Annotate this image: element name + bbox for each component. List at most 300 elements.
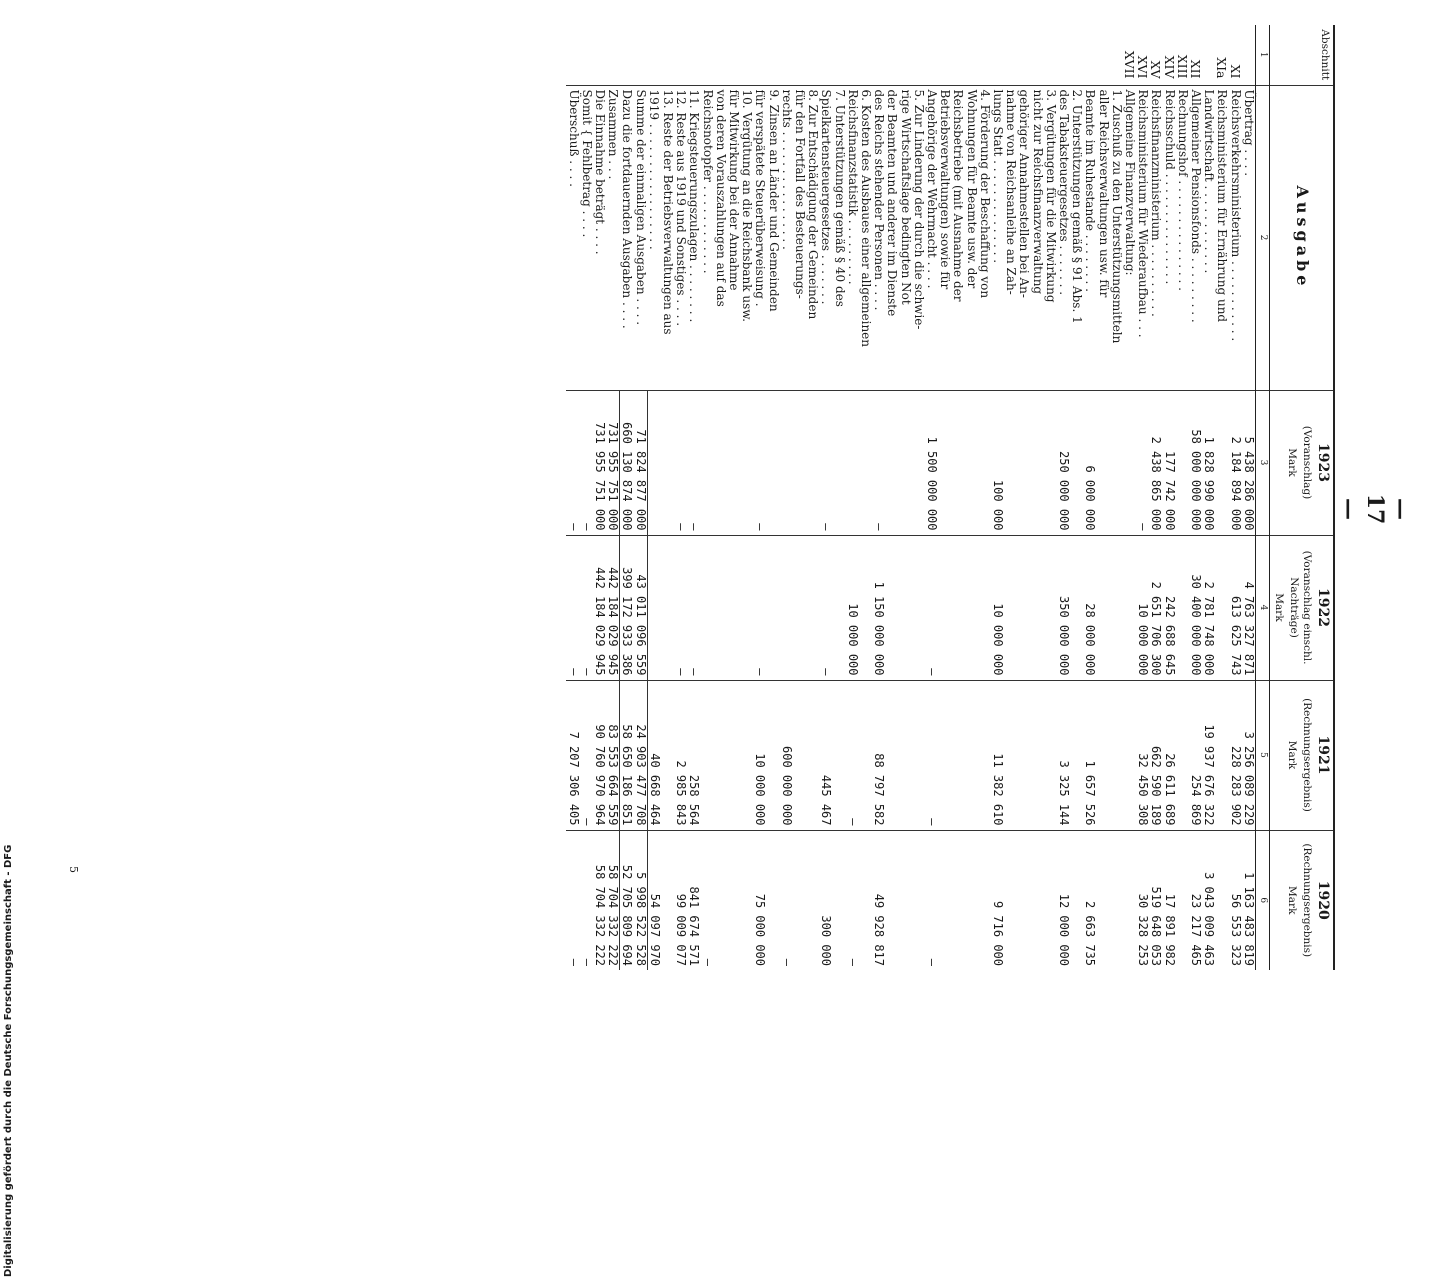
value-1922-cell	[647, 535, 661, 680]
value-1923-cell: —	[1136, 390, 1149, 535]
abschnitt-cell	[766, 25, 779, 85]
ausgabe-text-cell: Somit { Fehlbetrag . . . .	[580, 85, 593, 390]
value-1923-cell: 5 438 286 000	[1242, 390, 1256, 535]
value-1923-cell	[806, 390, 819, 535]
ausgabe-text-cell: Beamte im Ruhestande . . . . . . . .	[1083, 85, 1096, 390]
budget-table	[566, 25, 1335, 970]
ausgabe-text-cell: Reichsnotopfer . . . . . . . . . . . .	[700, 85, 713, 390]
value-1923-cell	[938, 390, 951, 535]
value-1921-cell: 10 000 000	[753, 680, 766, 830]
table-row	[674, 25, 687, 970]
header-1922: 1922 (Voranschlag einschl. Nachträge) Mark	[1270, 535, 1334, 680]
value-1923-cell	[885, 390, 898, 535]
ausgabe-text-cell: für verspätete Steuerüberweisung .	[753, 85, 766, 390]
value-1923-cell: 1 828 990 000	[1202, 390, 1215, 535]
table-row	[832, 25, 845, 970]
value-1922-cell: —	[674, 535, 687, 680]
value-1922-cell: 10 000 000	[1136, 535, 1149, 680]
ausgabe-text-cell: rige Wirtschaftslage bedingten Not	[898, 85, 911, 390]
value-1922-cell: —	[687, 535, 700, 680]
ausgabe-text-cell: Zusammen . . .	[606, 85, 620, 390]
value-1920-cell: —	[846, 830, 859, 970]
value-1920-cell: 3 043 009 463	[1202, 830, 1215, 970]
value-1923-cell	[766, 390, 779, 535]
abschnitt-cell	[793, 25, 806, 85]
table-row	[714, 25, 727, 970]
abschnitt-cell: XVI	[1135, 55, 1151, 79]
ausgabe-text-cell: Reichsbetriebe (mit Ausnahme der	[951, 85, 964, 390]
value-1922-cell: 2 651 706 300	[1149, 535, 1162, 680]
table-row	[1202, 25, 1215, 970]
value-1922-cell	[661, 535, 674, 680]
table-row	[580, 25, 593, 970]
value-1921-cell: —	[580, 680, 593, 830]
value-1921-cell	[912, 680, 925, 830]
value-1923-cell: —	[819, 390, 832, 535]
value-1920-cell: —	[580, 830, 593, 970]
ausgabe-text-cell: von deren Vorauszahlungen auf das	[714, 85, 727, 390]
abschnitt-cell	[925, 25, 938, 85]
value-1922-cell	[832, 535, 845, 680]
value-1920-cell: —	[700, 830, 713, 970]
value-1923-cell	[1110, 390, 1123, 535]
value-1923-cell	[912, 390, 925, 535]
value-1923-cell: 100 000	[991, 390, 1004, 535]
value-1921-cell	[859, 680, 872, 830]
abschnitt-cell	[661, 25, 674, 85]
value-1923-cell: 731 955 751 000	[593, 390, 606, 535]
value-1921-cell: 2 985 843	[674, 680, 687, 830]
col-index: 3	[1255, 390, 1269, 535]
value-1922-cell	[978, 535, 991, 680]
value-1922-cell: 242 688 645	[1162, 535, 1175, 680]
value-1921-cell	[1110, 680, 1123, 830]
value-1922-cell	[1110, 535, 1123, 680]
value-1920-cell: 12 000 000	[1057, 830, 1070, 970]
value-1922-cell	[1123, 535, 1136, 680]
value-1921-cell: 32 450 308	[1136, 680, 1149, 830]
value-1921-cell	[1044, 680, 1057, 830]
value-1920-cell: 52 705 809 694	[620, 830, 634, 970]
value-1922-cell: 10 000 000	[846, 535, 859, 680]
value-1922-cell: 1 150 000 000	[872, 535, 885, 680]
abschnitt-cell	[964, 25, 977, 85]
value-1920-cell: 23 217 465	[1189, 830, 1202, 970]
value-1923-cell	[740, 390, 753, 535]
stray-mark: 5	[67, 866, 80, 873]
value-1922-cell: 350 000 000	[1057, 535, 1070, 680]
value-1922-cell	[1044, 535, 1057, 680]
value-1923-cell	[1215, 390, 1228, 535]
table-row	[566, 25, 579, 970]
value-1923-cell: 250 000 000	[1057, 390, 1070, 535]
abschnitt-cell	[740, 25, 753, 85]
table-row	[806, 25, 819, 970]
value-1920-cell	[859, 830, 872, 970]
col-index: 4	[1255, 535, 1269, 680]
value-1921-cell	[1215, 680, 1228, 830]
abschnitt-cell: XIa	[1214, 57, 1230, 79]
abschnitt-cell	[780, 25, 793, 85]
value-1921-cell	[700, 680, 713, 830]
table-row	[951, 25, 964, 970]
value-1922-cell	[938, 535, 951, 680]
rotated-budget-page	[95, 25, 1335, 970]
table-row	[1070, 25, 1083, 970]
value-1922-cell: 4 763 327 871	[1242, 535, 1256, 680]
value-1920-cell	[832, 830, 845, 970]
col-index: 2	[1255, 85, 1269, 390]
value-1921-cell: 7 207 306 405	[566, 680, 579, 830]
abschnitt-cell	[1070, 25, 1083, 85]
table-row	[1057, 25, 1070, 970]
table-row	[1110, 25, 1123, 970]
value-1922-cell	[1070, 535, 1083, 680]
value-1921-cell	[1070, 680, 1083, 830]
table-row	[661, 25, 674, 970]
value-1923-cell	[1030, 390, 1043, 535]
table-row	[793, 25, 806, 970]
value-1920-cell	[793, 830, 806, 970]
value-1920-cell	[714, 830, 727, 970]
table-row	[1176, 25, 1189, 970]
ausgabe-text-cell: für den Fortfall des Besteuerungs-	[793, 85, 806, 390]
value-1922-cell: 399 172 933 386	[620, 535, 634, 680]
value-1920-cell	[1017, 830, 1030, 970]
value-1920-cell	[1004, 830, 1017, 970]
abschnitt-cell	[885, 25, 898, 85]
table-row	[912, 25, 925, 970]
value-1920-cell	[978, 830, 991, 970]
value-1921-cell: 83 553 664 559	[606, 680, 620, 830]
table-row	[593, 25, 606, 970]
abschnitt-cell	[727, 25, 740, 85]
abschnitt-cell	[978, 25, 991, 85]
value-1922-cell: 442 184 029 945	[593, 535, 606, 680]
ausgabe-text-cell: nahme von Reichsanleihe an Zah-	[1004, 85, 1017, 390]
value-1920-cell	[1030, 830, 1043, 970]
header-1921: 1921 (Rechnungsergebnis) Mark	[1270, 680, 1334, 830]
value-1923-cell: —	[872, 390, 885, 535]
value-1920-cell: 5 998 522 528	[633, 830, 647, 970]
value-1923-cell: —	[674, 390, 687, 535]
abschnitt-cell	[1083, 25, 1096, 85]
table-row	[1083, 25, 1096, 970]
table-row	[1162, 25, 1175, 970]
value-1923-cell	[832, 390, 845, 535]
table-row	[1030, 25, 1043, 970]
value-1921-cell: 662 590 189	[1149, 680, 1162, 830]
value-1923-cell	[1044, 390, 1057, 535]
ausgabe-text-cell: Reichsministerium für Ernährung und	[1215, 85, 1228, 390]
value-1923-cell: 58 000 000 000	[1189, 390, 1202, 535]
value-1921-cell	[714, 680, 727, 830]
ausgabe-text-cell: Reichsschuld . . . . . . . . . . . . . . .	[1162, 85, 1175, 390]
table-row	[1123, 25, 1136, 970]
value-1923-cell	[1070, 390, 1083, 535]
abschnitt-cell	[1242, 25, 1256, 85]
value-1921-cell	[1017, 680, 1030, 830]
value-1921-cell: 228 283 902	[1228, 680, 1241, 830]
abschnitt-cell	[700, 25, 713, 85]
ausgabe-text-cell: 7. Unterstützungen gemäß § 40 des	[832, 85, 845, 390]
value-1923-cell: 177 742 000	[1162, 390, 1175, 535]
table-row	[1149, 25, 1162, 970]
value-1923-cell: 6 000 000	[1083, 390, 1096, 535]
table-row	[700, 25, 713, 970]
value-1920-cell	[766, 830, 779, 970]
value-1920-cell: 54 097 970	[647, 830, 661, 970]
ausgabe-text-cell: aller Reichsverwaltungen usw. für	[1096, 85, 1109, 390]
value-1921-cell: 3 256 089 229	[1242, 680, 1256, 830]
value-1923-cell	[714, 390, 727, 535]
value-1923-cell	[846, 390, 859, 535]
value-1921-cell	[806, 680, 819, 830]
value-1922-cell	[1215, 535, 1228, 680]
value-1920-cell	[885, 830, 898, 970]
table-body	[566, 25, 1255, 970]
table-row	[1228, 25, 1241, 970]
header-1920: 1920 (Rechnungsergebnis) Mark	[1270, 830, 1334, 970]
abschnitt-cell: XII	[1188, 59, 1204, 79]
value-1920-cell: 9 716 000	[991, 830, 1004, 970]
value-1920-cell: 58 704 332 222	[606, 830, 620, 970]
value-1921-cell	[964, 680, 977, 830]
abschnitt-cell	[620, 25, 634, 85]
ausgabe-text-cell: 4. Förderung der Beschaffung von	[978, 85, 991, 390]
abschnitt-cell	[1017, 25, 1030, 85]
value-1923-cell	[793, 390, 806, 535]
value-1921-cell	[1004, 680, 1017, 830]
table-row	[620, 25, 634, 970]
abschnitt-cell	[1096, 25, 1109, 85]
value-1923-cell: 2 184 894 000	[1228, 390, 1241, 535]
value-1920-cell: 300 000	[819, 830, 832, 970]
ausgabe-text-cell: 1919 . . . . . . . . . . . . . . . . .	[647, 85, 661, 390]
table-row	[1044, 25, 1057, 970]
value-1921-cell: 88 797 582	[872, 680, 885, 830]
value-1923-cell	[964, 390, 977, 535]
abschnitt-cell	[1202, 25, 1215, 85]
ausgabe-text-cell: 11. Kriegsteuerungszulagen . . . . . . . .	[687, 85, 700, 390]
value-1922-cell	[793, 535, 806, 680]
value-1923-cell	[1096, 390, 1109, 535]
value-1921-cell: —	[925, 680, 938, 830]
table-row	[964, 25, 977, 970]
ausgabe-text-cell: Wohnungen für Beamte usw. der	[964, 85, 977, 390]
ausgabe-text-cell: der Beamten und anderer im Dienste	[885, 85, 898, 390]
value-1923-cell: 71 824 877 000	[633, 390, 647, 535]
value-1922-cell: 613 625 743	[1228, 535, 1241, 680]
value-1921-cell: 1 657 526	[1083, 680, 1096, 830]
value-1921-cell: —	[846, 680, 859, 830]
ausgabe-text-cell: Übertrag . . . .	[1242, 85, 1256, 390]
ausgabe-text-cell: rechts . . . . . . . . . . . . . . . .	[780, 85, 793, 390]
value-1920-cell: 17 891 982	[1162, 830, 1175, 970]
value-1921-cell	[727, 680, 740, 830]
value-1921-cell	[898, 680, 911, 830]
ausgabe-text-cell: Reichsverkehrsministerium . . . . . . . . . . .	[1228, 85, 1241, 390]
value-1922-cell	[898, 535, 911, 680]
value-1923-cell: 2 438 865 000	[1149, 390, 1162, 535]
abschnitt-cell	[938, 25, 951, 85]
value-1922-cell	[700, 535, 713, 680]
value-1923-cell	[727, 390, 740, 535]
table-row	[766, 25, 779, 970]
value-1922-cell	[740, 535, 753, 680]
value-1920-cell: 56 553 323	[1228, 830, 1241, 970]
value-1920-cell: —	[780, 830, 793, 970]
table-header-row	[1270, 25, 1334, 970]
abschnitt-cell	[593, 25, 606, 85]
table-row	[633, 25, 647, 970]
value-1923-cell	[898, 390, 911, 535]
value-1920-cell	[1044, 830, 1057, 970]
abschnitt-cell: XIV	[1161, 55, 1177, 79]
table-row	[819, 25, 832, 970]
value-1922-cell: —	[753, 535, 766, 680]
value-1921-cell	[793, 680, 806, 830]
value-1921-cell	[1096, 680, 1109, 830]
value-1922-cell	[1017, 535, 1030, 680]
table-row	[727, 25, 740, 970]
ausgabe-text-cell: Reichsfinanzstatistik . . . . . . . . .	[846, 85, 859, 390]
value-1922-cell	[912, 535, 925, 680]
value-1921-cell	[885, 680, 898, 830]
ausgabe-text-cell: 13. Reste der Betriebsverwaltungen aus	[661, 85, 674, 390]
ausgabe-text-cell: 12. Reste aus 1919 und Sonstiges . . . .	[674, 85, 687, 390]
value-1921-cell: 600 000 000	[780, 680, 793, 830]
value-1920-cell: 75 000 000	[753, 830, 766, 970]
value-1923-cell: —	[753, 390, 766, 535]
ausgabe-text-cell: Überschuß . . . .	[566, 85, 579, 390]
abschnitt-cell	[846, 25, 859, 85]
abschnitt-cell	[1044, 25, 1057, 85]
ausgabe-text-cell: 6. Kosten des Ausbaues einer allgemeinen	[859, 85, 872, 390]
table-row	[991, 25, 1004, 970]
table-row	[978, 25, 991, 970]
value-1921-cell	[766, 680, 779, 830]
value-1922-cell	[714, 535, 727, 680]
table-row	[885, 25, 898, 970]
table-row	[740, 25, 753, 970]
ausgabe-text-cell: Dazu die fortdauernden Ausgaben . . . .	[620, 85, 634, 390]
abschnitt-cell	[580, 25, 593, 85]
value-1923-cell: —	[566, 390, 579, 535]
page-number: — 17 —	[1336, 493, 1414, 525]
ausgabe-text-cell: Landwirtschaft . . . . . . . . . . . .	[1202, 85, 1215, 390]
abschnitt-cell	[1057, 25, 1070, 85]
abschnitt-cell	[633, 25, 647, 85]
value-1920-cell: 519 648 053	[1149, 830, 1162, 970]
ausgabe-text-cell: Betriebsverwaltungen) sowie für	[938, 85, 951, 390]
table-row	[1242, 25, 1256, 970]
value-1923-cell: 731 955 751 000	[606, 390, 620, 535]
header-abschnitt: Abschnitt	[1270, 25, 1334, 85]
abschnitt-cell	[951, 25, 964, 85]
value-1921-cell: 24 903 477 708	[633, 680, 647, 830]
ausgabe-text-cell: 10. Vergütung an die Reichsbank usw.	[740, 85, 753, 390]
value-1920-cell	[938, 830, 951, 970]
table-row	[859, 25, 872, 970]
value-1920-cell	[806, 830, 819, 970]
value-1922-cell	[766, 535, 779, 680]
ausgabe-text-cell: Allgemeine Finanzverwaltung:	[1123, 85, 1136, 390]
ausgabe-text-cell: 9. Zinsen an Länder und Gemeinden	[766, 85, 779, 390]
table-row	[898, 25, 911, 970]
value-1920-cell	[912, 830, 925, 970]
value-1923-cell	[859, 390, 872, 535]
value-1920-cell	[727, 830, 740, 970]
value-1921-cell	[832, 680, 845, 830]
abschnitt-cell	[898, 25, 911, 85]
abschnitt-cell	[832, 25, 845, 85]
value-1922-cell	[1030, 535, 1043, 680]
value-1923-cell	[780, 390, 793, 535]
ausgabe-text-cell: Summe der einmaligen Ausgaben . . . .	[633, 85, 647, 390]
value-1922-cell: 28 000 000	[1083, 535, 1096, 680]
value-1920-cell	[661, 830, 674, 970]
abschnitt-cell	[859, 25, 872, 85]
value-1921-cell: 254 869	[1189, 680, 1202, 830]
value-1921-cell: 11 382 610	[991, 680, 1004, 830]
abschnitt-cell	[687, 25, 700, 85]
value-1923-cell: —	[580, 390, 593, 535]
abschnitt-cell: XI	[1227, 64, 1243, 79]
value-1920-cell	[951, 830, 964, 970]
col-index: 1	[1255, 25, 1269, 85]
value-1922-cell	[885, 535, 898, 680]
ausgabe-text-cell: 3. Vergütungen für die Mitwirkung	[1044, 85, 1057, 390]
value-1923-cell: 660 130 874 000	[620, 390, 634, 535]
value-1922-cell	[951, 535, 964, 680]
table-row	[780, 25, 793, 970]
value-1923-cell	[700, 390, 713, 535]
value-1921-cell	[1123, 680, 1136, 830]
abschnitt-cell	[647, 25, 661, 85]
value-1922-cell: —	[566, 535, 579, 680]
ausgabe-text-cell: Die Einnahme beträgt . . . .	[593, 85, 606, 390]
value-1923-cell: —	[687, 390, 700, 535]
table-row	[938, 25, 951, 970]
value-1922-cell	[859, 535, 872, 680]
value-1923-cell	[1004, 390, 1017, 535]
value-1921-cell: 26 611 689	[1162, 680, 1175, 830]
ausgabe-text-cell: 5. Zur Linderung der durch die schwie-	[912, 85, 925, 390]
value-1922-cell	[1004, 535, 1017, 680]
table-row	[647, 25, 661, 970]
table-row	[846, 25, 859, 970]
value-1922-cell: 442 184 029 945	[606, 535, 620, 680]
value-1920-cell	[1123, 830, 1136, 970]
value-1922-cell: 43 011 096 559	[633, 535, 647, 680]
value-1923-cell	[978, 390, 991, 535]
value-1922-cell	[1096, 535, 1109, 680]
value-1920-cell: 99 009 077	[674, 830, 687, 970]
value-1922-cell	[806, 535, 819, 680]
ausgabe-text-cell: 2. Unterstützungen gemäß § 91 Abs. 1	[1070, 85, 1083, 390]
table-row	[687, 25, 700, 970]
value-1922-cell	[1176, 535, 1189, 680]
value-1921-cell	[661, 680, 674, 830]
header-1923: 1923 (Voranschlag) Mark	[1270, 390, 1334, 535]
value-1921-cell: 40 668 464	[647, 680, 661, 830]
ausgabe-text-cell: gehöriger Annahmestellen bei An-	[1017, 85, 1030, 390]
value-1920-cell	[1215, 830, 1228, 970]
abschnitt-cell	[991, 25, 1004, 85]
value-1921-cell: 58 650 186 851	[620, 680, 634, 830]
value-1923-cell	[951, 390, 964, 535]
